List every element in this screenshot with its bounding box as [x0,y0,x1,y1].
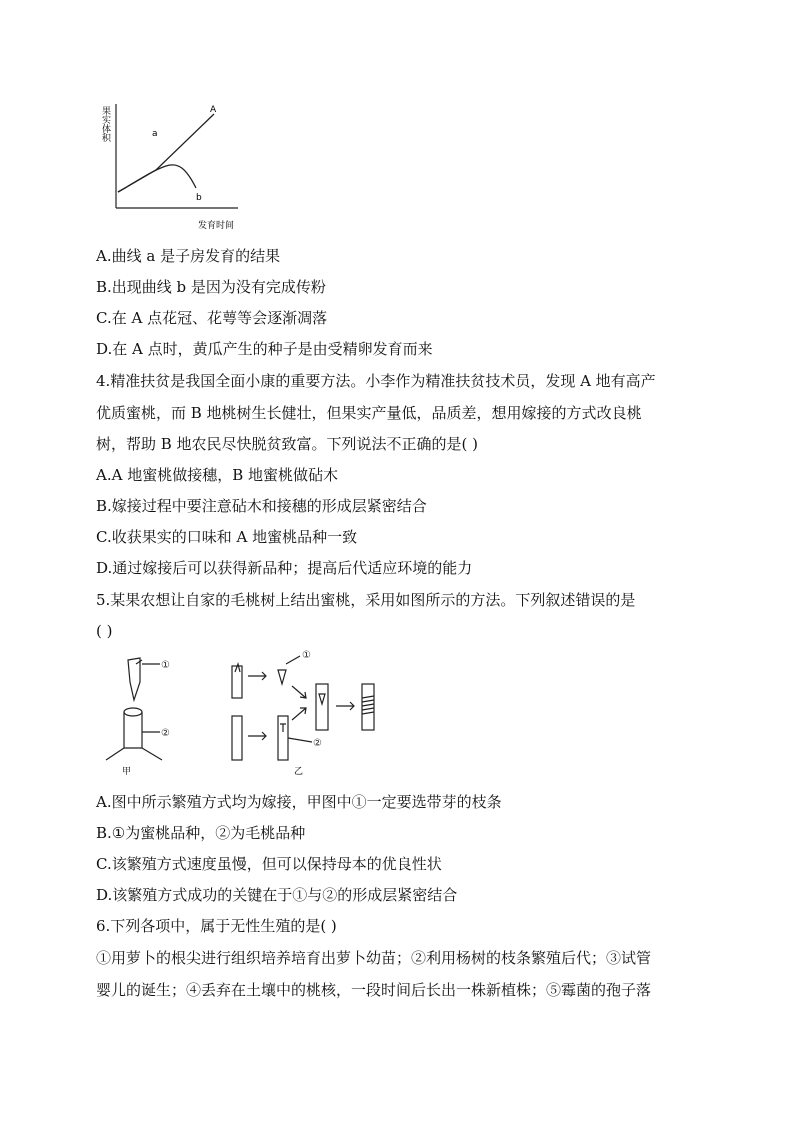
leader-yi-2 [288,738,312,742]
shield-bud-yi [278,670,286,684]
q5-option-b: B.①为蜜桃品种，②为毛桃品种 [96,824,306,842]
q4-stem-line3: 树，帮助 B 地农民尽快脱贫致富。下列说法不正确的是( ) [96,435,479,453]
q4-option-c: C.收获果实的口味和 A 地蜜桃品种一致 [96,528,358,546]
scion-jia [128,658,140,700]
point-a-label: A [210,105,217,115]
stock-yi [232,716,242,760]
stock-yi-bound [362,684,374,730]
stock-yi-cut [278,716,288,760]
q5-stem-line2: ( ) [96,622,113,640]
q4-stem-line1: 4.精准扶贫是我国全面小康的重要方法。小李作为精准扶贫技术员，发现 A 地有高产 [96,372,656,390]
q6-line2: 婴儿的诞生；④丢弃在土壤中的桃核，一段时间后长出一株新植株；⑤霉菌的孢子落 [96,981,652,999]
q5-stem-line1: 5.某果农想让自家的毛桃树上结出蜜桃，采用如图所示的方法。下列叙述错误的是 [96,591,636,609]
mark-2-yi: ② [313,738,322,749]
figure-jia [106,658,170,760]
q5-option-d: D.该繁殖方式成功的关键在于①与②的形成层紧密结合 [96,886,458,904]
q6-line1: ①用萝卜的根尖进行组织培养培育出萝卜幼苗；②利用杨树的枝条繁殖后代；③试管 [96,949,652,967]
branch-yi-bud [235,664,240,672]
grafting-figure [100,646,400,780]
mark-1-jia: ① [161,660,170,671]
t-cut-yi [280,724,286,732]
q5-option-a: A.图中所示繁殖方式均为嫁接，甲图中①一定要选带芽的枝条 [96,793,502,811]
stock-jia [124,712,142,748]
q4-stem-line2: 优质蜜桃，而 B 地桃树生长健壮，但果实产量低，品质差，想用嫁接的方式改良桃 [96,404,642,422]
leader-yi-1 [286,656,300,664]
q3-option-a: A.曲线 a 是子房发育的结果 [96,247,281,265]
y-axis-label: 果实体积 [100,106,110,142]
branch-yi [232,666,242,698]
arrow-yi-1 [248,672,266,680]
label-yi: 乙 [294,767,304,777]
q4-option-b: B.嫁接过程中要注意砧木和接穗的形成层紧密结合 [96,497,427,515]
mark-2-jia: ② [161,728,170,739]
curve-a-label: a [152,129,158,139]
label-jia: 甲 [122,767,132,777]
fruit-growth-chart [96,96,246,236]
q3-option-d: D.在 A 点时，黄瓜产生的种子是由受精卵发育而来 [96,340,433,358]
q4-option-a: A.A 地蜜桃做接穗，B 地蜜桃做砧木 [96,466,338,484]
curve-a [118,114,214,192]
x-axis-label: 发育时间 [198,221,235,231]
q5-option-c: C.该繁殖方式速度虽慢，但可以保持母本的优良性状 [96,855,442,873]
stock-yi-inserted [316,684,328,730]
q6-stem: 6.下列各项中，属于无性生殖的是( ) [96,917,337,935]
inserted-bud-yi [319,694,325,704]
arrow-yi-4 [292,708,306,720]
curve-b-label: b [196,193,202,203]
binding-yi [362,696,374,714]
q3-option-b: B.出现曲线 b 是因为没有完成传粉 [96,278,326,296]
q3-option-c: C.在 A 点花冠、花萼等会逐渐凋落 [96,309,328,327]
stock-jia-top [124,708,142,716]
arrow-yi-2 [248,732,266,740]
scion-bud [136,660,142,664]
figure-yi [232,650,374,760]
arrow-yi-5 [336,702,354,710]
ground-jia [106,748,162,760]
mark-1-yi: ① [302,650,311,661]
q4-option-d: D.通过嫁接后可以获得新品种；提高后代适应环境的能力 [96,559,473,577]
arrow-yi-3 [292,686,306,698]
